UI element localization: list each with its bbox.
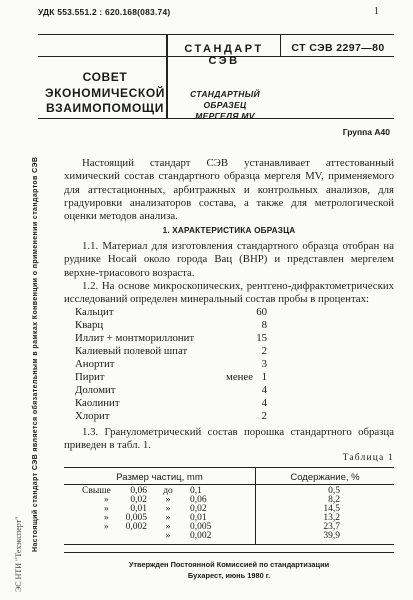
mineral-row (75, 306, 275, 319)
row-prefix: » (104, 522, 109, 532)
mineral-value: 2 (261, 410, 267, 422)
mineral-row (75, 371, 275, 384)
row-sep: » (165, 522, 171, 532)
sample-title-line-2: МЕРГЕЛЯ MV (195, 111, 255, 121)
table-top-rule (64, 467, 394, 468)
mineral-value: 3 (261, 358, 267, 370)
row-content: 13,2 (323, 513, 340, 523)
mineral-row (75, 332, 275, 345)
mineral-name: Доломит (75, 384, 116, 396)
mineral-name: Пирит (75, 371, 105, 383)
mineral-name: Каолинит (75, 397, 120, 409)
council-line-1: СОВЕТ (82, 70, 128, 84)
mineral-name: Хлорит (75, 410, 110, 422)
paragraph-1-2: 1.2. На основе микроскопических, рентгено-дифрактометрических исследований определен минеральный состав пробы в процентах: (64, 280, 394, 306)
row-content: 23,7 (323, 522, 340, 532)
row-to: 0,1 (190, 486, 202, 496)
council-title (40, 70, 170, 117)
council-line-2: ЭКОНОМИЧЕСКОЙ (44, 85, 165, 100)
row-sep: » (165, 531, 171, 541)
table-header-content: Содержание, % (290, 472, 360, 483)
row-prefix: » (104, 504, 109, 514)
row-prefix: » (104, 513, 109, 523)
row-from: 0,06 (130, 486, 147, 496)
mineral-row (75, 384, 275, 397)
row-prefix: » (104, 495, 109, 505)
udc-code: УДК 553.551.2 : 620.168(083.74) (38, 7, 171, 17)
standard-number: СТ СЭВ 2297—80 (291, 42, 385, 54)
mineral-value: 1 (261, 371, 267, 383)
mineral-row (75, 319, 275, 332)
paragraph-1-1: 1.1. Материал для изготовления стандартного образца отобран на руднике Носай около города Вац (ВНР) и представлен мергелем верхне-триасового возраста. (64, 240, 394, 279)
mineral-name: Иллит + монтмориллонит (75, 332, 195, 344)
row-sep: » (165, 513, 171, 523)
mineral-value: 60 (256, 306, 267, 318)
intro-paragraph: Настоящий стандарт СЭВ устанавливает аттестованный химический состав стандартного образца мергеля MV, применяемого для аттестационных, арбитражных и контрольных анализов, для градуировки анализаторов состава, а также для метрологической оценки методов анализа. (64, 157, 394, 223)
mineral-value: 15 (256, 332, 267, 344)
footer-rule (64, 552, 394, 553)
row-to: 0,06 (190, 495, 207, 505)
mineral-name: Кварц (75, 319, 104, 331)
header-divider-right (280, 34, 281, 56)
row-from: 0,002 (125, 522, 147, 532)
table-caption: Таблица 1 (342, 453, 394, 463)
row-content: 0,5 (328, 486, 340, 496)
row-to: 0,02 (190, 504, 207, 514)
row-content: 14,5 (323, 504, 340, 514)
mineral-qualifier: менее (226, 371, 253, 383)
mineral-row (75, 345, 275, 358)
row-content: 39,9 (323, 531, 340, 541)
paragraph-1-3: 1.3. Гранулометрический состав порошка стандартного образца приведен в табл. 1. (64, 426, 394, 452)
row-from: 0,005 (125, 513, 147, 523)
mineral-row (75, 397, 275, 410)
row-to: 0,002 (190, 531, 212, 541)
row-from: 0,01 (130, 504, 147, 514)
convention-note: Настоящий стандарт СЭВ является обязательным в рамках Конвенции о применении стандартов СЭВ (32, 156, 39, 552)
group-code: Группа А40 (342, 127, 390, 137)
row-content: 8,2 (328, 495, 340, 505)
mineral-value: 2 (261, 345, 267, 357)
row-from: 0,02 (130, 495, 147, 505)
standard-label: СТАНДАРТ СЭВ (184, 43, 264, 67)
table-header-rule (64, 484, 394, 485)
row-prefix: Свыше (82, 486, 111, 496)
mineral-row (75, 410, 275, 423)
mineral-row (75, 358, 275, 371)
mineral-name: Калиевый полевой шпат (75, 345, 188, 357)
table-header-size: Размер частиц, mm (116, 472, 203, 483)
table-bottom-rule (64, 544, 394, 545)
row-sep: до (163, 486, 173, 496)
mineral-name: Кальцит (75, 306, 114, 318)
page-number: 1 (374, 6, 379, 17)
row-to: 0,005 (190, 522, 212, 532)
council-line-3: ВЗАИМОПОМОЩИ (46, 101, 164, 115)
mineral-value: 4 (261, 384, 267, 396)
footer-line-1: Утвержден Постоянной Комиссией по стандартизации (128, 560, 330, 569)
section-title: 1. ХАРАКТЕРИСТИКА ОБРАЗЦА (162, 226, 296, 235)
source-stamp: ЭС НТИ "Техэксперт" (14, 516, 23, 592)
header-top-rule (38, 34, 394, 35)
sample-title (170, 89, 280, 122)
row-sep: » (165, 504, 171, 514)
footer-line-2: Бухарест, июнь 1980 г. (187, 571, 271, 580)
row-to: 0,01 (190, 513, 207, 523)
mineral-value: 8 (261, 319, 267, 331)
sample-title-line-1: СТАНДАРТНЫЙ ОБРАЗЕЦ (190, 89, 260, 110)
row-sep: » (165, 495, 171, 505)
approval-footer (64, 559, 394, 581)
mineral-name: Анортит (75, 358, 115, 370)
mineral-value: 4 (261, 397, 267, 409)
